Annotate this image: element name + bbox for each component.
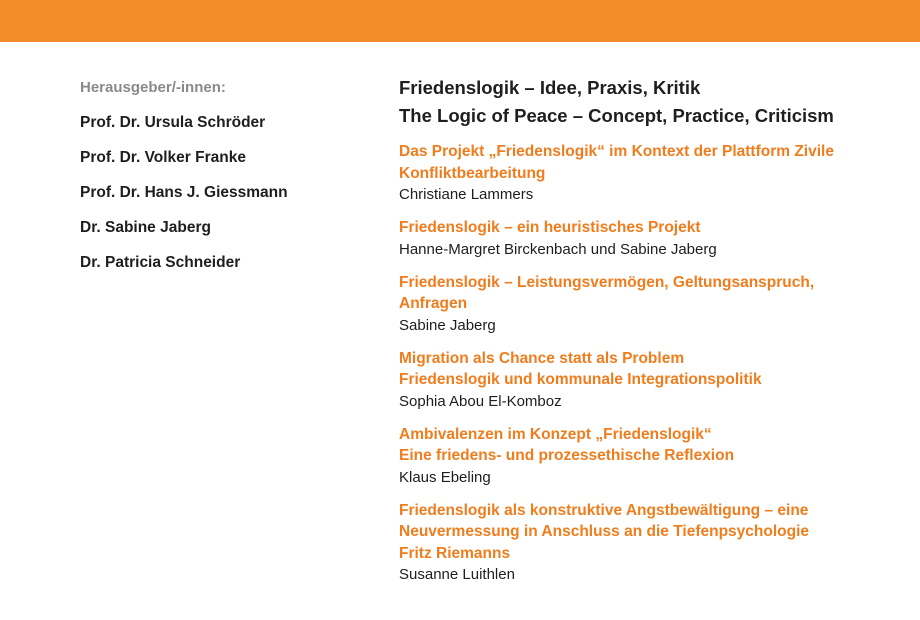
entry-title: [399, 348, 909, 391]
entry-title-line: Das Projekt „Friedenslogik“ im Kontext der Plattform Zivile: [399, 143, 834, 160]
entry-author: Sophia Abou El-Komboz: [399, 392, 562, 410]
contents-entry: [399, 272, 909, 336]
editor-name: Dr. Patricia Schneider: [80, 254, 241, 271]
entry-title-line: Friedenslogik – ein heuristisches Projekt: [399, 219, 701, 236]
entry-title: [399, 217, 909, 239]
contents-entry: [399, 424, 909, 488]
entry-title-line: Konfliktbearbeitung: [399, 164, 546, 182]
entry-author: Hanne-Margret Birckenbach und Sabine Jaberg: [399, 240, 717, 258]
entry-title-line: Fritz Riemanns: [399, 544, 511, 562]
contents-entry: [399, 500, 909, 586]
entry-title-line: Eine friedens- und prozessethische Reflexion: [399, 447, 735, 464]
editor-name: Prof. Dr. Volker Franke: [80, 149, 246, 166]
table-of-contents: [399, 74, 909, 597]
top-accent-bar: [0, 0, 920, 42]
editor-name: Prof. Dr. Ursula Schröder: [80, 114, 266, 131]
entry-title-line: Ambivalenzen im Konzept „Friedenslogik“: [399, 425, 712, 443]
editor-name: Prof. Dr. Hans J. Giessmann: [80, 184, 288, 201]
publication-title-en: The Logic of Peace – Concept, Practice, Criticism: [399, 105, 834, 126]
entry-title: [399, 141, 909, 184]
entry-author: Christiane Lammers: [399, 186, 534, 203]
editor-name: Dr. Sabine Jaberg: [80, 219, 211, 236]
entry-title-line: Anfragen: [399, 295, 468, 312]
editors-column: [80, 76, 370, 286]
entry-title-line: Friedenslogik als konstruktive Angstbewältigung – eine: [399, 501, 809, 519]
entry-title: [399, 424, 909, 467]
entry-author: Sabine Jaberg: [399, 316, 496, 334]
entry-author: Klaus Ebeling: [399, 468, 491, 486]
entry-title-line: Friedenslogik und kommunale Integrationspolitik: [399, 371, 762, 388]
editors-heading: Herausgeber/-innen:: [80, 79, 226, 96]
contents-list: [399, 141, 909, 585]
contents-entry: [399, 348, 909, 412]
contents-entry: [399, 217, 909, 260]
entry-title: [399, 272, 909, 315]
entry-author: Susanne Luithlen: [399, 566, 515, 583]
entry-title-line: Friedenslogik – Leistungsvermögen, Geltungsanspruch,: [399, 273, 815, 291]
entry-title-line: Neuvermessung in Anschluss an die Tiefenpsychologie: [399, 523, 810, 540]
contents-entry: [399, 141, 909, 205]
publication-title-de: Friedenslogik – Idee, Praxis, Kritik: [399, 77, 701, 98]
entry-title-line: Migration als Chance statt als Problem: [399, 349, 685, 367]
entry-title: [399, 500, 909, 565]
